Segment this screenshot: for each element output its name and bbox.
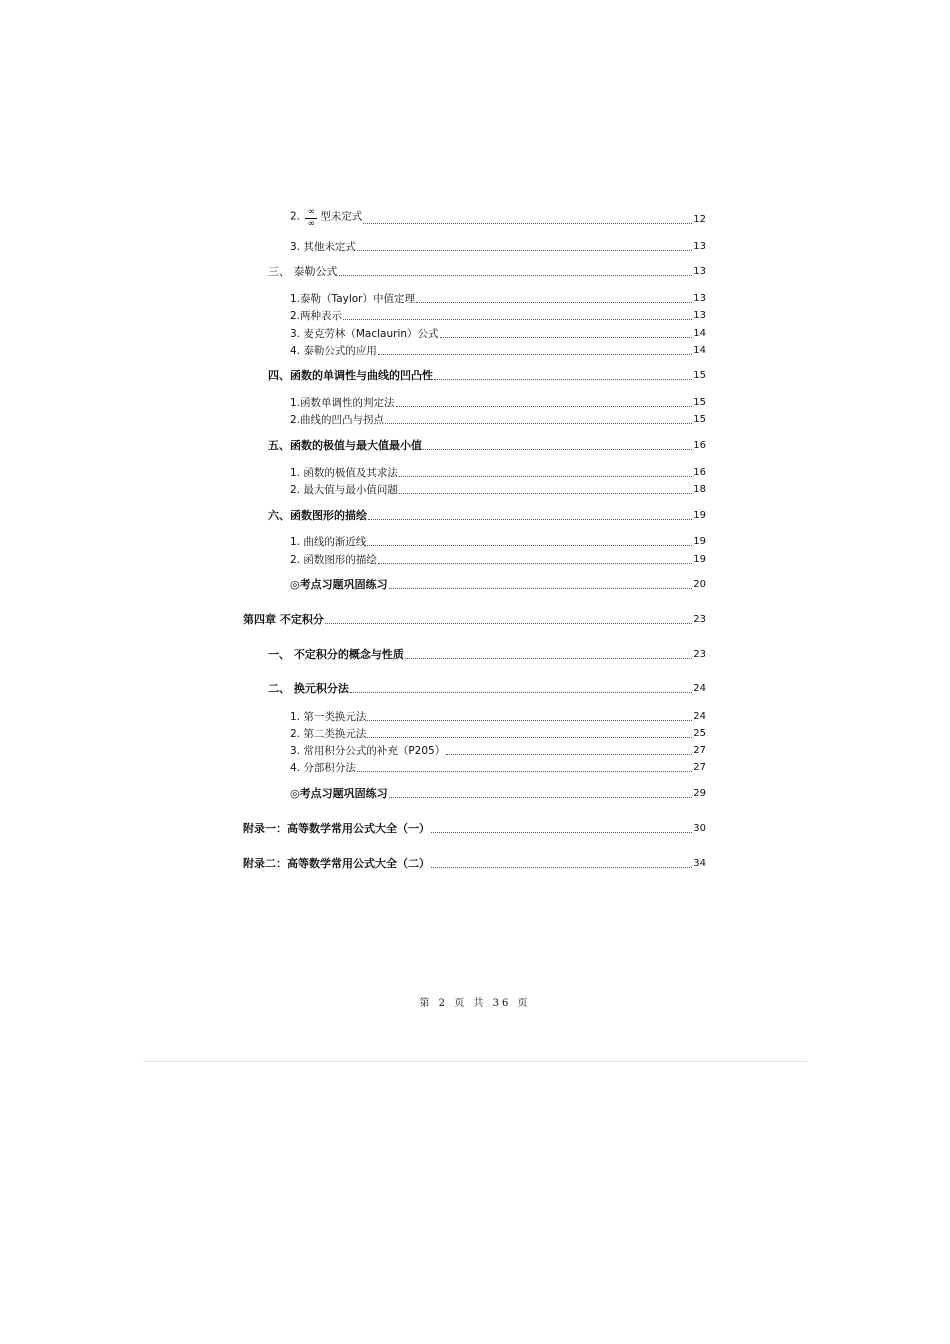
toc-entry-label: 3. 常用积分公式的补充（P205） [290, 745, 446, 757]
toc-entry-label: 3. 麦克劳林（Maclaurin）公式 [290, 328, 439, 340]
toc-entry-label: 五、函数的极值与最大值最小值 [268, 439, 422, 452]
toc-entry-label: 附录二：高等数学常用公式大全（二） [243, 857, 430, 870]
toc-page-number: 19 [693, 510, 706, 521]
toc-entry-label: 1.函数单调性的判定法 [290, 397, 395, 409]
toc-section-entry[interactable] [268, 505, 706, 523]
toc-chapter-entry[interactable] [243, 609, 706, 627]
toc-entry-label [290, 206, 362, 227]
dot-leader [378, 563, 692, 564]
dot-leader [396, 406, 693, 407]
toc-entry[interactable] [290, 323, 706, 341]
toc-entry-label: 1. 第一类换元法 [290, 711, 367, 723]
toc-entry-label: 1.泰勒（Taylor）中值定理 [290, 293, 415, 305]
toc-entry-label: 2. 函数图形的描绘 [290, 554, 377, 566]
toc-entry-label: 2.两种表示 [290, 310, 343, 322]
toc-page-number: 13 [693, 241, 706, 252]
dot-leader [378, 354, 692, 355]
dot-leader [367, 545, 692, 546]
toc-entry[interactable] [290, 549, 706, 567]
toc-entry-label: 1. 曲线的渐近线 [290, 536, 367, 548]
toc-entry-label: 四、函数的单调性与曲线的凹凸性 [268, 369, 433, 382]
toc-entry-label: 二、 换元积分法 [268, 682, 349, 695]
toc-entry[interactable] [290, 757, 706, 775]
dot-leader [368, 519, 692, 520]
toc-entry[interactable] [290, 236, 706, 254]
toc-entry-label: 1. 函数的极值及其求法 [290, 467, 398, 479]
toc-entry[interactable] [290, 209, 706, 227]
toc-page-number: 12 [693, 214, 706, 225]
toc-page-number: 13 [693, 293, 706, 304]
toc-entry[interactable] [290, 462, 706, 480]
fraction-denominator: ∞ [307, 219, 316, 229]
dot-leader [416, 302, 692, 303]
toc-entry[interactable] [290, 340, 706, 358]
toc-entry-label: 第四章 不定积分 [243, 613, 324, 626]
toc-page-number: 13 [693, 266, 706, 277]
dot-leader [367, 737, 692, 738]
toc-page-number: 30 [693, 823, 706, 834]
toc-entry-label: 2. 最大值与最小值问题 [290, 484, 398, 496]
toc-entry[interactable] [290, 305, 706, 323]
toc-page-number: 25 [693, 728, 706, 739]
toc-page-number: 23 [693, 649, 706, 660]
toc-section-entry[interactable] [268, 261, 706, 279]
toc-entry-label: ◎考点习题巩固练习 [290, 578, 388, 591]
toc-page-number: 23 [693, 614, 706, 625]
dot-leader [389, 588, 693, 589]
dot-leader [339, 275, 693, 276]
infinity-fraction [305, 208, 317, 229]
toc-page-number: 13 [693, 310, 706, 321]
toc-entry-label: 一、 不定积分的概念与性质 [268, 648, 404, 661]
dot-leader [350, 692, 692, 693]
toc-page-number: 19 [693, 536, 706, 547]
toc-entry[interactable] [290, 740, 706, 758]
dot-leader [405, 658, 692, 659]
dot-leader [431, 867, 692, 868]
dot-leader [446, 754, 692, 755]
toc-page-number: 18 [693, 484, 706, 495]
dot-leader [357, 771, 692, 772]
toc-entry-label: 2.曲线的凹凸与拐点 [290, 414, 385, 426]
toc-entry[interactable] [290, 479, 706, 497]
dot-leader [367, 720, 692, 721]
toc-section-entry[interactable] [268, 435, 706, 453]
toc-page-number: 19 [693, 554, 706, 565]
toc-page-number: 15 [693, 414, 706, 425]
toc-page-number: 34 [693, 858, 706, 869]
toc-entry-label: ◎考点习题巩固练习 [290, 787, 388, 800]
toc-page-number: 24 [693, 683, 706, 694]
toc-entry[interactable] [290, 531, 706, 549]
page-divider [143, 1061, 807, 1062]
toc-section-entry[interactable] [268, 678, 706, 696]
fraction-numerator: ∞ [307, 207, 316, 217]
toc-page-number: 27 [693, 745, 706, 756]
toc-entry[interactable] [290, 392, 706, 410]
toc-entry[interactable] [290, 574, 706, 592]
page-footer: 第 2 页 共 36 页 [419, 998, 531, 1009]
toc-page-number: 27 [693, 762, 706, 773]
toc-entry-label: 附录一：高等数学常用公式大全（一） [243, 822, 430, 835]
toc-section-entry[interactable] [268, 365, 706, 383]
toc-page-number: 20 [693, 579, 706, 590]
toc-entry[interactable] [290, 409, 706, 427]
dot-leader [434, 379, 692, 380]
toc-entry-label: 3. 其他未定式 [290, 241, 356, 253]
dot-leader [363, 223, 692, 224]
toc-entry-label: 2. 第二类换元法 [290, 728, 367, 740]
dot-leader [389, 797, 693, 798]
toc-entry-text: 型未定式 [320, 210, 363, 223]
dot-leader [399, 476, 692, 477]
toc-entry[interactable] [290, 723, 706, 741]
toc-page-number: 16 [693, 440, 706, 451]
dot-leader [399, 493, 692, 494]
dot-leader [431, 832, 692, 833]
toc-appendix-entry[interactable] [243, 853, 706, 871]
toc-page-number: 14 [693, 345, 706, 356]
toc-page-number: 15 [693, 370, 706, 381]
toc-entry-label: 三、 泰勒公式 [268, 265, 338, 278]
toc-entry[interactable] [290, 706, 706, 724]
dot-leader [343, 319, 692, 320]
toc-section-entry[interactable] [268, 644, 706, 662]
toc-appendix-entry[interactable] [243, 818, 706, 836]
dot-leader [423, 449, 692, 450]
dot-leader [357, 250, 692, 251]
toc-page-number: 24 [693, 711, 706, 722]
dot-leader [325, 623, 692, 624]
toc-page-number: 15 [693, 397, 706, 408]
toc-entry-label: 4. 泰勒公式的应用 [290, 345, 377, 357]
dot-leader [385, 423, 692, 424]
toc-entry-label: 4. 分部积分法 [290, 762, 356, 774]
toc-entry-label: 六、函数图形的描绘 [268, 509, 367, 522]
toc-entry-number: 2. [290, 210, 301, 223]
toc-entry[interactable] [290, 288, 706, 306]
toc-entry[interactable] [290, 783, 706, 801]
toc-page-number: 16 [693, 467, 706, 478]
dot-leader [440, 337, 693, 338]
toc-page-number: 14 [693, 328, 706, 339]
toc-page-number: 29 [693, 788, 706, 799]
